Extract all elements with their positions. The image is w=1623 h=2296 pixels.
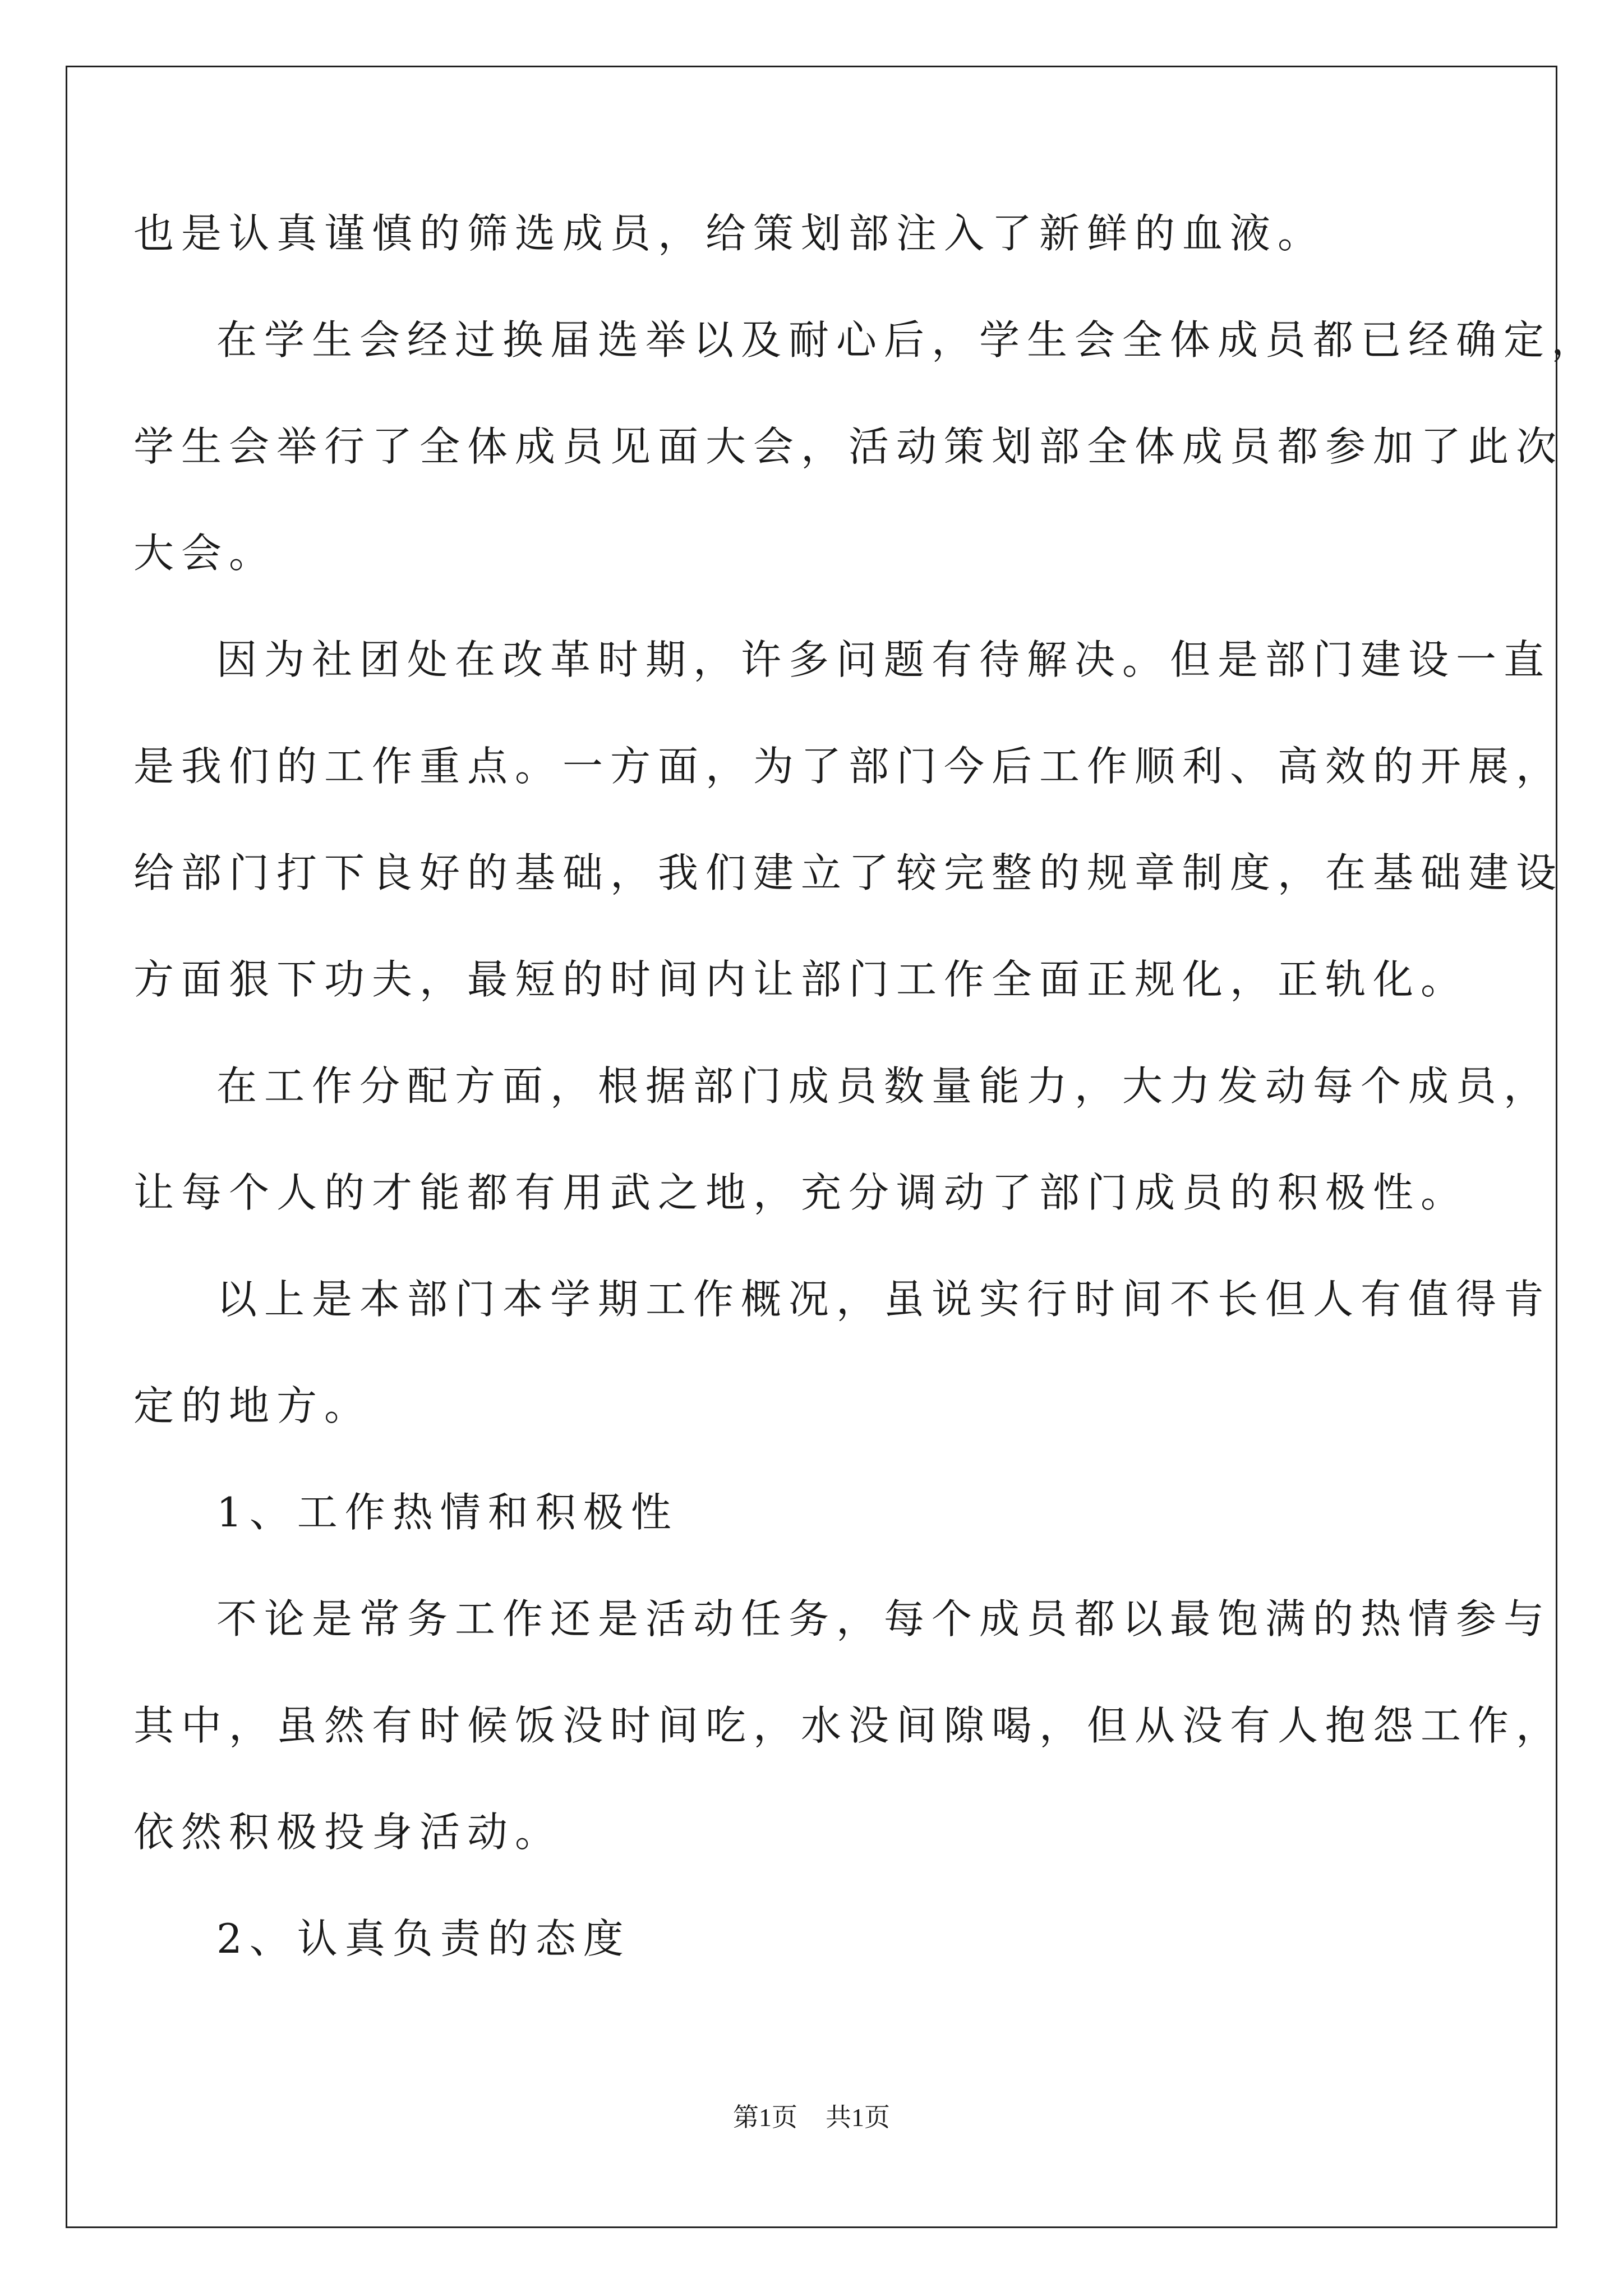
- page-number: 第1页: [733, 2103, 797, 2132]
- body-line: 大会。: [133, 530, 277, 577]
- body-line: 方面狠下功夫，最短的时间内让部门工作全面正规化，正轨化。: [133, 956, 1469, 1003]
- section-heading: 2、认真负责的态度: [216, 1915, 631, 1962]
- page-footer: [0, 2105, 1623, 2131]
- paragraph-first-line: 以上是本部门本学期工作概况，虽说实行时间不长但人有值得肯: [216, 1276, 1552, 1323]
- paragraph-first-line: 因为社团处在改革时期，许多问题有待解决。但是部门建设一直: [216, 636, 1552, 683]
- page-border: [66, 66, 1557, 2228]
- body-line: 给部门打下良好的基础，我们建立了较完整的规章制度，在基础建设: [133, 849, 1564, 896]
- paragraph-first-line: 不论是常务工作还是活动任务，每个成员都以最饱满的热情参与: [216, 1595, 1552, 1642]
- page-total: 共1页: [826, 2103, 890, 2132]
- paragraph-first-line: 在工作分配方面，根据部门成员数量能力，大力发动每个成员，: [216, 1062, 1552, 1110]
- body-line: 也是认真谨慎的筛选成员，给策划部注入了新鲜的血液。: [133, 210, 1326, 257]
- body-line: 其中，虽然有时候饭没时间吃，水没间隙喝，但从没有人抱怨工作，: [133, 1702, 1564, 1749]
- paragraph-first-line: 在学生会经过换届选举以及耐心后，学生会全体成员都已经确定，: [216, 316, 1599, 364]
- section-heading: 1、工作热情和积极性: [216, 1489, 679, 1536]
- body-line: 是我们的工作重点。一方面，为了部门今后工作顺利、高效的开展，: [133, 743, 1564, 790]
- body-line: 学生会举行了全体成员见面大会，活动策划部全体成员都参加了此次: [133, 423, 1564, 470]
- body-line: 定的地方。: [133, 1382, 372, 1429]
- body-line: 依然积极投身活动。: [133, 1809, 563, 1856]
- body-line: 让每个人的才能都有用武之地，充分调动了部门成员的积极性。: [133, 1169, 1469, 1216]
